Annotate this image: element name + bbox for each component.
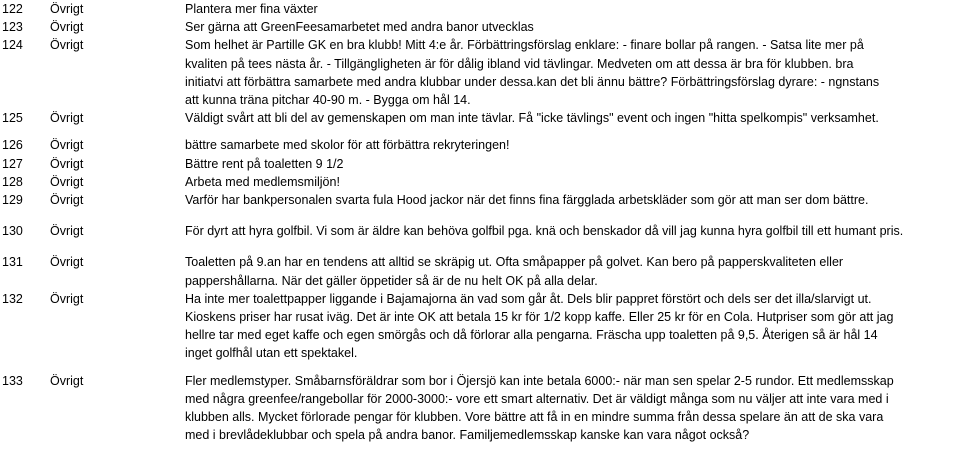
comment-line: hellre tar med eget kaffe och egen smörgås och då förlorar alla pengarna. Fräscha upp toaletten på 9,5. Återigen så är hål 14: [185, 328, 878, 343]
row-category: Övrigt: [50, 373, 84, 388]
row-number: 130: [2, 224, 23, 239]
comment-line: Plantera mer fina växter: [185, 2, 318, 16]
comment-line: med några greenfee/rangebollar för 2000-3000:- vore ett smart alternativ. Det är väldigt många som nu väljer att inte vara med i: [185, 391, 889, 406]
comment-row-131: [0, 253, 960, 289]
comment-row-125: [0, 109, 960, 127]
row-comment: [185, 18, 955, 36]
comment-line: med i brevlådeklubbar och spela på andra banor. Familjemedlemsskap kanske kan vara något också?: [185, 428, 750, 443]
comment-line: Arbeta med medlemsmiljön!: [185, 174, 340, 189]
comment-row-128: [0, 173, 960, 191]
comment-line: Ser gärna att GreenFeesamarbetet med andra banor utvecklas: [185, 20, 534, 35]
comment-line: pappershållarna. När det gäller öppetider så är de nu helt OK på alla delar.: [185, 273, 598, 288]
row-comment: [185, 155, 955, 173]
comment-line: Ha inte mer toalettpapper liggande i Bajamajorna än vad som går åt. Dels blir pappret förstört och dels ser det illa/slarvigt ut.: [185, 291, 872, 306]
comment-line: klubben alls. Mycket förlorade pengar för klubben. Vore bättre att få in en mindre summa från dessa spelare än att de ska vara: [185, 410, 884, 425]
row-category: Övrigt: [50, 138, 84, 153]
comment-line: bättre samarbete med skolor för att förbättra rekryteringen!: [185, 138, 510, 153]
row-comment: [185, 0, 955, 18]
row-category: Övrigt: [50, 255, 84, 270]
row-comment: [185, 372, 955, 445]
row-category: Övrigt: [50, 193, 84, 208]
comment-line: inget golfhål utan ett spektakel.: [185, 346, 358, 361]
row-comment: [185, 253, 955, 289]
row-number: 123: [2, 20, 23, 35]
row-category: Övrigt: [50, 291, 84, 306]
row-number: 133: [2, 373, 23, 388]
comment-line: Väldigt svårt att bli del av gemenskapen om man inte tävlar. Få "icke tävlings" event och ingen "hitta spelkompis" verksamhet.: [185, 111, 879, 126]
row-number: 128: [2, 174, 23, 189]
comment-row-127: [0, 155, 960, 173]
comment-row-132: [0, 290, 960, 363]
row-category: Övrigt: [50, 111, 84, 126]
row-comment: [185, 290, 955, 363]
comment-row-133: [0, 372, 960, 445]
row-category: Övrigt: [50, 224, 84, 239]
row-number: 131: [2, 255, 23, 270]
comment-row-123: [0, 18, 960, 36]
row-number: 126: [2, 138, 23, 153]
row-comment: [185, 191, 955, 209]
row-comment: [185, 222, 955, 240]
comment-line: Bättre rent på toaletten 9 1/2: [185, 156, 344, 171]
row-category: Övrigt: [50, 2, 84, 16]
comment-row-122: [0, 0, 960, 18]
comment-line: För dyrt att hyra golfbil. Vi som är äldre kan behöva golfbil pga. knä och benskador då vill jag kunna hyra golfbil till ett humant pris.: [185, 224, 904, 239]
comment-line: att kunna träna pitchar 40-90 m. - Bygga om hål 14.: [185, 93, 471, 108]
row-category: Övrigt: [50, 156, 84, 171]
row-number: 132: [2, 291, 23, 306]
comment-row-124: [0, 36, 960, 109]
row-category: Övrigt: [50, 174, 84, 189]
comment-line: Som helhet är Partille GK en bra klubb! Mitt 4:e år. Förbättringsförslag enklare: - finare bollar på rangen. - Satsa lite mer på: [185, 38, 864, 53]
row-number: 129: [2, 193, 23, 208]
row-number: 122: [2, 2, 23, 16]
comment-line: Varför har bankpersonalen svarta fula Hood jackor när det finns fina färgglada arbetskläder som gör att man ser dom bättre.: [185, 193, 869, 208]
comment-line: Kioskens priser har rusat iväg. Det är inte OK att betala 15 kr för 1/2 kopp kaffe. Eller 25 kr för en Cola. Hutpriser som gör att jag: [185, 310, 894, 325]
row-number: 125: [2, 111, 23, 126]
row-category: Övrigt: [50, 20, 84, 35]
row-comment: [185, 109, 955, 127]
row-category: Övrigt: [50, 38, 84, 53]
row-number: 127: [2, 156, 23, 171]
row-comment: [185, 36, 955, 109]
comment-row-129: [0, 191, 960, 209]
comment-line: kvaliten på tees nästa år. - Tillgängligheten är för dålig ibland vid tävlingar. Medveten om att dessa är bra för klubben. bra: [185, 56, 854, 71]
comment-row-126: [0, 136, 960, 154]
comment-line: Fler medlemstyper. Småbarnsföräldrar som bor i Öjersjö kan inte betala 6000:- när man sen spelar 2-5 rundor. Ett medlemsskap: [185, 373, 894, 388]
row-number: 124: [2, 38, 23, 53]
comment-line: initiatvi att förbättra samarbete med andra klubbar under dessa.kan det bli ännu bättre? Förbättringsförslag dyrare: - ngnstans: [185, 74, 880, 89]
row-comment: [185, 173, 955, 191]
row-comment: [185, 136, 955, 154]
comment-row-130: [0, 222, 960, 240]
comment-line: Toaletten på 9.an har en tendens att alltid se skräpig ut. Ofta småpapper på golvet. Kan bero på papperskvaliteten eller: [185, 255, 844, 270]
